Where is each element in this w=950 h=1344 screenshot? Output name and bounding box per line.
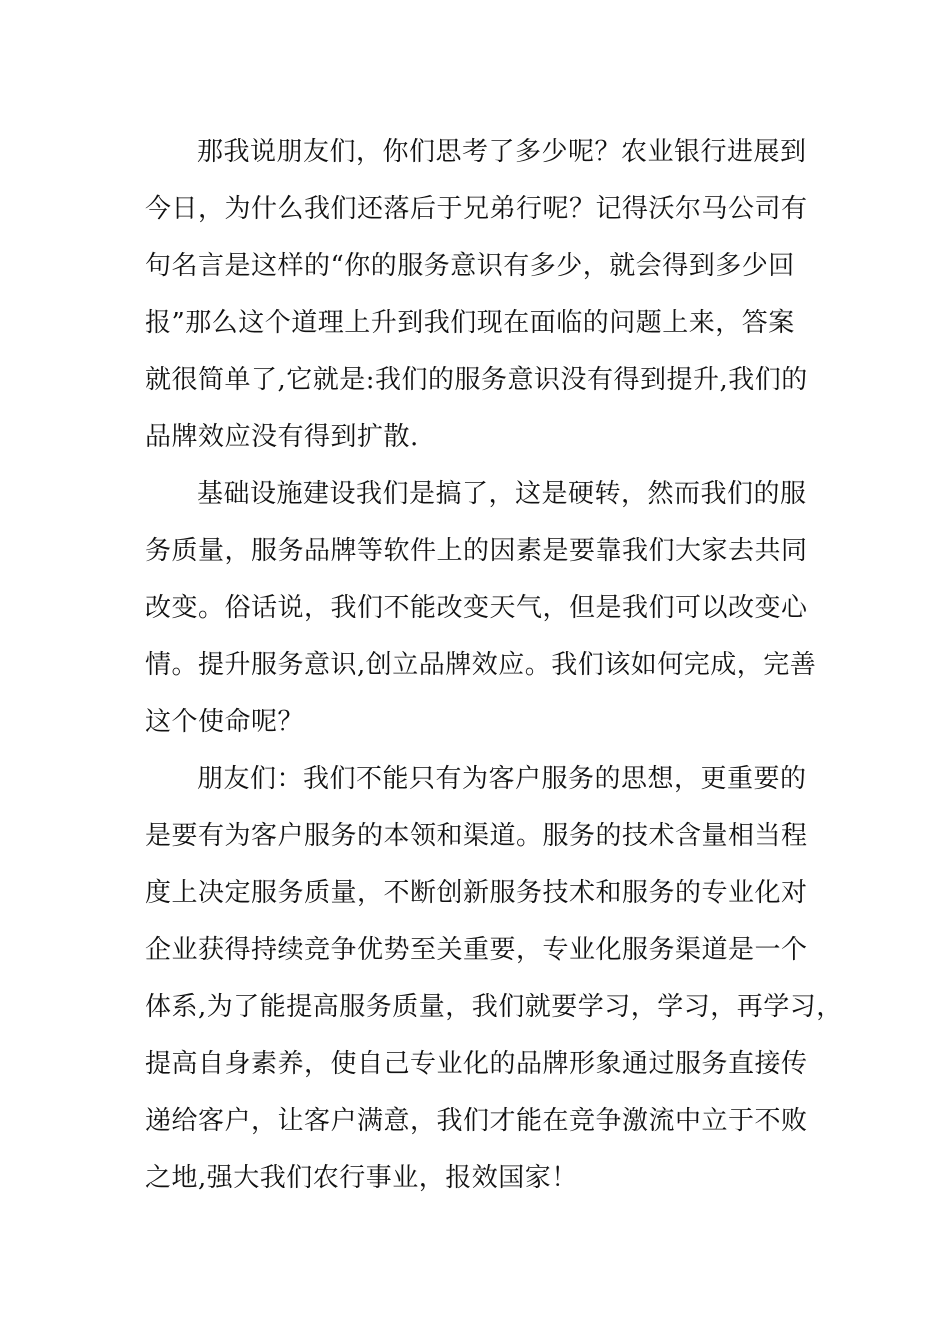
paragraph-2-line-1: 基础设施建设我们是搞了，这是硬转，然而我们的服 bbox=[197, 479, 807, 509]
paragraph-1-line-2: 今日，为什么我们还落后于兄弟行呢？记得沃尔马公司有 bbox=[145, 194, 808, 224]
paragraph-1-line-5: 就很简单了,它就是:我们的服务意识没有得到提升,我们的 bbox=[145, 365, 808, 395]
paragraph-2-line-4: 情。提升服务意识,创立品牌效应。我们该如何完成，完善 bbox=[145, 650, 817, 680]
paragraph-3-line-3: 度上决定服务质量，不断创新服务技术和服务的专业化对 bbox=[145, 878, 808, 908]
paragraph-1-line-4: 报”那么这个道理上升到我们现在面临的问题上来，答案 bbox=[145, 308, 795, 338]
paragraph-3-line-5: 体系,为了能提高服务质量，我们就要学习，学习，再学习， bbox=[145, 992, 843, 1022]
paragraph-1-line-1: 那我说朋友们，你们思考了多少呢？农业银行进展到 bbox=[197, 137, 807, 167]
paragraph-3-line-1: 朋友们：我们不能只有为客户服务的思想，更重要的 bbox=[197, 764, 807, 794]
paragraph-3-line-6: 提高自身素养，使自己专业化的品牌形象通过服务直接传 bbox=[145, 1049, 808, 1079]
paragraph-3-line-4: 企业获得持续竞争优势至关重要，专业化服务渠道是一个 bbox=[145, 935, 808, 965]
paragraph-3-line-7: 递给客户，让客户满意，我们才能在竞争激流中立于不败 bbox=[145, 1106, 808, 1136]
paragraph-1-line-3: 句名言是这样的“你的服务意识有多少，就会得到多少回 bbox=[145, 251, 795, 281]
paragraph-2-line-2: 务质量，服务品牌等软件上的因素是要靠我们大家去共同 bbox=[145, 536, 808, 566]
paragraph-3-line-8: 之地,强大我们农行事业，报效国家！ bbox=[145, 1163, 578, 1193]
paragraph-2-line-5: 这个使命呢？ bbox=[145, 707, 305, 737]
paragraph-2-line-3: 改变。俗话说，我们不能改变天气，但是我们可以改变心 bbox=[145, 593, 808, 623]
paragraph-1-line-6: 品牌效应没有得到扩散. bbox=[145, 422, 419, 452]
paragraph-3-line-2: 是要有为客户服务的本领和渠道。服务的技术含量相当程 bbox=[145, 821, 808, 851]
